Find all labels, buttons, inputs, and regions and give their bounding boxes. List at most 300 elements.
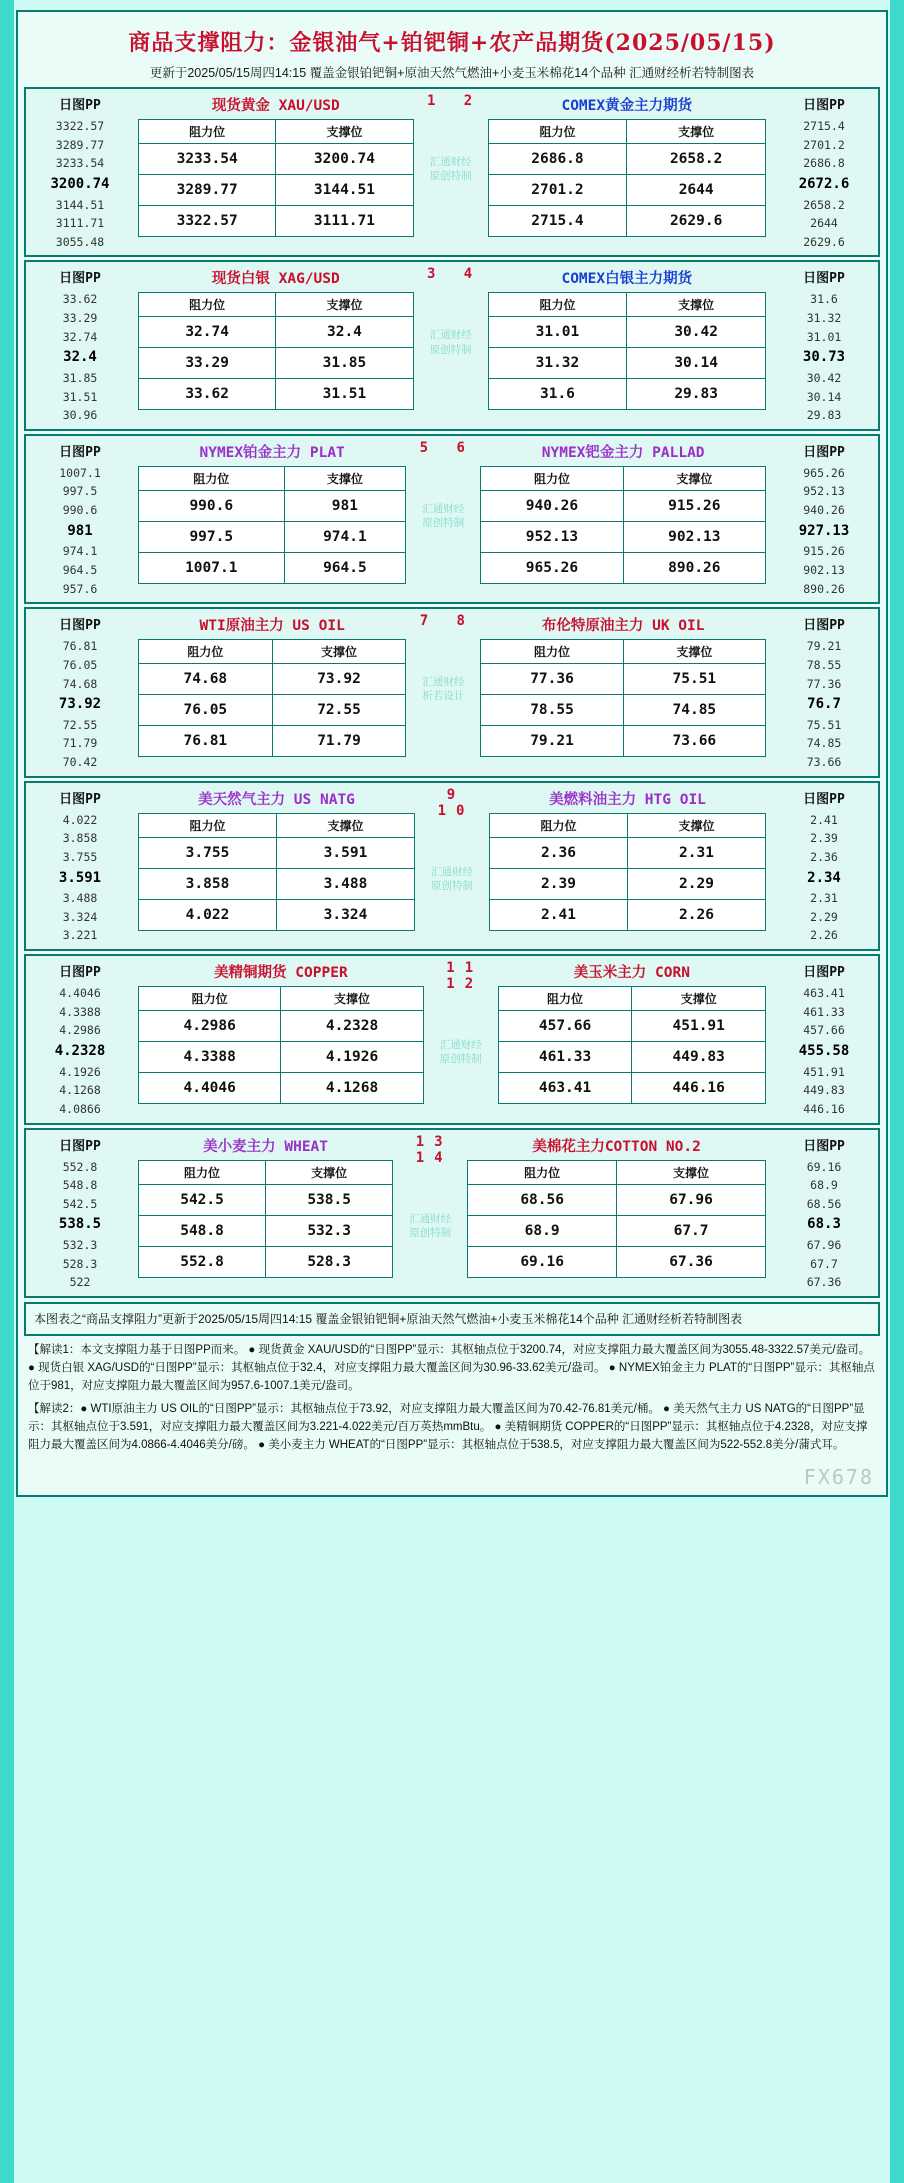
instrument-title: NYMEX钯金主力 PALLAD (541, 444, 705, 461)
level-value: 3055.48 (55, 234, 105, 249)
table-row (498, 1011, 765, 1042)
levels-table (138, 813, 415, 931)
resistance-cell: 3.858 (139, 868, 277, 899)
levels-column (770, 89, 878, 255)
support-cell: 73.92 (272, 664, 406, 695)
support-header: 支撑位 (272, 640, 406, 664)
level-value: 72.55 (62, 717, 98, 732)
level-value: 3.221 (62, 928, 98, 943)
pivot-value: 3.591 (58, 869, 102, 886)
reading-paragraph-1: 【解读1：本文支撑阻力基于日图PP而来。 ● 现货黄金 XAU/USD的“日图PP”显示：其枢轴点位于3200.74，对应支撑阻力最大覆盖区间为3055.48-3322.57美元/盎司。 ● 现货白银 XAG/USD的“日图PP”显示：其枢轴点位于32.4，对应支撑阻力最大覆盖区间为30.96-33.62美元/盎司。 ● NYMEX铂金主力 PLAT的“日图PP”显示：其枢轴点位于981，对应支撑阻力最大覆盖区间为957.6-1007.1美元/盎司。 (28, 1343, 875, 1392)
levels-table (138, 292, 414, 410)
support-cell: 4.1268 (281, 1073, 423, 1104)
resistance-cell: 31.01 (488, 317, 627, 348)
levels-table (488, 292, 766, 410)
support-cell: 29.83 (627, 379, 766, 410)
support-cell: 3200.74 (276, 144, 413, 175)
brand-watermark: 汇通财经 原创特制 (429, 329, 472, 356)
support-header: 支撑位 (281, 987, 423, 1011)
level-value: 76.05 (62, 657, 98, 672)
table-row (481, 726, 766, 757)
level-value: 997.5 (62, 484, 98, 499)
levels-table (138, 119, 414, 237)
pivot-value: 32.4 (63, 349, 97, 366)
instrument-panel (485, 783, 770, 949)
levels-column (770, 262, 878, 428)
resistance-cell: 4.022 (139, 899, 277, 930)
pivot-value: 981 (67, 522, 93, 539)
levels-table (498, 986, 766, 1104)
level-value: 552.8 (62, 1159, 98, 1174)
resistance-header: 阻力位 (498, 987, 632, 1011)
levels-column (770, 436, 878, 602)
resistance-cell: 3233.54 (139, 144, 276, 175)
level-value: 449.83 (803, 1083, 845, 1098)
support-cell: 2.26 (628, 899, 766, 930)
table-row (139, 552, 406, 583)
resistance-cell: 33.62 (139, 379, 276, 410)
support-cell: 4.1926 (281, 1042, 423, 1073)
levels-table (138, 986, 424, 1104)
instrument-title: 布伦特原油主力 UK OIL (541, 618, 705, 635)
block-index-column (418, 262, 484, 428)
level-value: 68.9 (810, 1178, 838, 1193)
support-cell: 902.13 (623, 521, 765, 552)
level-value: 3.755 (62, 849, 98, 864)
level-value: 461.33 (803, 1004, 845, 1019)
table-row (468, 1184, 766, 1215)
instrument-block (24, 1128, 880, 1298)
support-cell: 974.1 (284, 521, 406, 552)
resistance-cell: 2686.8 (488, 144, 627, 175)
block-index-numbers: 9 10 (437, 786, 475, 819)
level-value: 31.32 (806, 311, 842, 326)
instrument-panel (134, 1130, 397, 1296)
table-row (488, 206, 765, 237)
support-header: 支撑位 (623, 466, 765, 490)
pp-label: 日图PP (59, 965, 101, 981)
table-row (139, 348, 414, 379)
level-value: 70.42 (62, 755, 98, 770)
level-value: 451.91 (803, 1064, 845, 1079)
pivot-value: 2672.6 (798, 175, 850, 192)
table-row (498, 1042, 765, 1073)
table-row (139, 899, 415, 930)
instrument-block (24, 954, 880, 1124)
resistance-cell: 2715.4 (488, 206, 627, 237)
level-value: 890.26 (803, 581, 845, 596)
instrument-panel (484, 89, 770, 255)
level-value: 902.13 (803, 563, 845, 578)
resistance-cell: 4.2986 (139, 1011, 281, 1042)
block-index-column (410, 436, 476, 602)
level-value: 4.1268 (59, 1083, 101, 1098)
instrument-panel (484, 262, 770, 428)
support-cell: 2629.6 (627, 206, 766, 237)
level-value: 964.5 (62, 563, 98, 578)
resistance-cell: 952.13 (481, 521, 623, 552)
resistance-cell: 4.3388 (139, 1042, 281, 1073)
table-row (481, 552, 766, 583)
support-header: 支撑位 (627, 120, 766, 144)
level-value: 30.14 (806, 389, 842, 404)
resistance-cell: 77.36 (481, 664, 623, 695)
resistance-header: 阻力位 (490, 813, 628, 837)
level-value: 74.68 (62, 676, 98, 691)
pivot-value: 455.58 (798, 1042, 850, 1059)
level-value: 2.39 (810, 831, 838, 846)
level-value: 3.488 (62, 891, 98, 906)
support-cell: 538.5 (266, 1184, 393, 1215)
resistance-cell: 2.39 (490, 868, 628, 899)
resistance-header: 阻力位 (481, 466, 623, 490)
brand-watermark: 汇通财经 原创特制 (422, 502, 465, 530)
level-value: 3144.51 (55, 197, 105, 212)
pp-label: 日图PP (803, 98, 845, 113)
support-cell: 3144.51 (276, 175, 413, 206)
instrument-title: 美小麦主力 WHEAT (203, 1138, 329, 1155)
resistance-cell: 2.41 (490, 899, 628, 930)
instrument-panel (134, 89, 418, 255)
resistance-cell: 548.8 (139, 1215, 266, 1246)
level-value: 32.74 (62, 329, 98, 344)
level-value: 3.324 (62, 909, 98, 924)
instrument-block (24, 434, 880, 604)
table-row (139, 1184, 393, 1215)
table-row (488, 379, 765, 410)
pivot-value: 68.3 (807, 1216, 841, 1233)
table-row (488, 348, 765, 379)
resistance-cell: 3322.57 (139, 206, 276, 237)
pp-label: 日图PP (59, 271, 101, 287)
level-value: 76.81 (62, 639, 98, 654)
level-value: 528.3 (62, 1256, 98, 1271)
table-row (139, 144, 414, 175)
level-value: 77.36 (806, 676, 842, 691)
table-row (139, 175, 414, 206)
level-value: 31.6 (810, 292, 838, 307)
resistance-cell: 68.56 (468, 1184, 617, 1215)
resistance-header: 阻力位 (139, 640, 273, 664)
support-cell: 449.83 (632, 1042, 766, 1073)
support-cell: 964.5 (284, 552, 406, 583)
resistance-cell: 3.755 (139, 837, 277, 868)
resistance-header: 阻力位 (139, 120, 276, 144)
pp-label: 日图PP (803, 791, 845, 807)
resistance-cell: 68.9 (468, 1215, 617, 1246)
level-value: 542.5 (62, 1196, 98, 1211)
levels-column (770, 956, 878, 1122)
support-header: 支撑位 (276, 293, 413, 317)
instrument-panel (494, 956, 770, 1122)
level-value: 67.7 (810, 1256, 838, 1271)
level-value: 990.6 (62, 503, 98, 518)
footer-note: 本图表之“商品支撑阻力”更新于2025/05/15周四14:15 覆盖金银铂钯铜+原油天然气燃油+小麦玉米棉花14个品种 汇通财经析若特制图表 (24, 1302, 880, 1336)
level-value: 3233.54 (55, 156, 105, 171)
table-row (488, 144, 765, 175)
pivot-value: 4.2328 (54, 1042, 106, 1059)
instrument-title: COMEX白银主力期货 (561, 271, 693, 288)
level-value: 30.42 (806, 370, 842, 385)
support-cell: 74.85 (623, 695, 765, 726)
instrument-panel (134, 262, 418, 428)
support-cell: 890.26 (623, 552, 765, 583)
reading-section (24, 1336, 880, 1463)
resistance-cell: 2701.2 (488, 175, 627, 206)
level-value: 2629.6 (803, 234, 845, 249)
resistance-cell: 79.21 (481, 726, 623, 757)
table-row (498, 1073, 765, 1104)
level-value: 3289.77 (55, 137, 105, 152)
resistance-cell: 990.6 (139, 490, 285, 521)
table-row (490, 837, 766, 868)
pp-label: 日图PP (59, 1138, 101, 1154)
pivot-value: 30.73 (802, 349, 846, 366)
level-value: 69.16 (806, 1159, 842, 1174)
table-row (139, 726, 406, 757)
resistance-cell: 965.26 (481, 552, 623, 583)
instrument-title: 美精铜期货 COPPER (214, 965, 348, 982)
level-value: 2644 (810, 216, 838, 231)
pivot-value: 73.92 (58, 696, 102, 713)
table-row (139, 317, 414, 348)
support-header: 支撑位 (277, 813, 415, 837)
resistance-header: 阻力位 (139, 987, 281, 1011)
levels-column (26, 89, 134, 255)
level-value: 33.62 (62, 292, 98, 307)
support-cell: 3.591 (277, 837, 415, 868)
instrument-title: 美棉花主力COTTON NO.2 (532, 1138, 701, 1155)
instrument-panel (134, 783, 419, 949)
resistance-header: 阻力位 (139, 813, 277, 837)
levels-table (138, 639, 406, 757)
instrument-panel (476, 609, 770, 775)
table-row (139, 206, 414, 237)
levels-table (138, 1160, 393, 1278)
report-card (16, 10, 888, 1497)
resistance-header: 阻力位 (481, 640, 623, 664)
table-row (488, 317, 765, 348)
level-value: 2658.2 (803, 197, 845, 212)
level-value: 3111.71 (55, 216, 105, 231)
level-value: 67.96 (806, 1238, 842, 1253)
instrument-panel (134, 436, 410, 602)
support-cell: 32.4 (276, 317, 413, 348)
support-header: 支撑位 (276, 120, 413, 144)
resistance-cell: 32.74 (139, 317, 276, 348)
resistance-cell: 463.41 (498, 1073, 632, 1104)
pp-label: 日图PP (59, 791, 101, 807)
levels-column (26, 436, 134, 602)
table-row (481, 490, 766, 521)
support-cell: 446.16 (632, 1073, 766, 1104)
support-cell: 31.85 (276, 348, 413, 379)
block-index-column (397, 1130, 463, 1296)
level-value: 2.26 (810, 928, 838, 943)
block-index-numbers: 5 6 (419, 439, 475, 456)
support-cell: 75.51 (623, 664, 765, 695)
level-value: 75.51 (806, 717, 842, 732)
block-index-numbers: 7 8 (419, 613, 475, 630)
pp-label: 日图PP (59, 444, 101, 460)
instrument-block (24, 87, 880, 257)
instrument-title: COMEX黄金主力期货 (561, 98, 693, 114)
levels-table (489, 813, 766, 931)
brand-watermark: 汇通财经 原创特制 (429, 156, 472, 183)
block-index-column (410, 609, 476, 775)
level-value: 3.858 (62, 831, 98, 846)
level-value: 4.3388 (59, 1004, 101, 1019)
instrument-panel (134, 609, 410, 775)
resistance-cell: 69.16 (468, 1246, 617, 1277)
level-value: 4.2986 (59, 1023, 101, 1038)
fx678-watermark: FX678 (803, 1464, 874, 1489)
resistance-cell: 31.32 (488, 348, 627, 379)
support-cell: 451.91 (632, 1011, 766, 1042)
level-value: 31.85 (62, 370, 98, 385)
resistance-header: 阻力位 (139, 1160, 266, 1184)
level-value: 2686.8 (803, 156, 845, 171)
block-index-column (418, 89, 484, 255)
resistance-header: 阻力位 (488, 120, 627, 144)
pivot-value: 3200.74 (50, 175, 110, 192)
instrument-panel (134, 956, 428, 1122)
pp-label: 日图PP (59, 618, 101, 634)
table-row (139, 1246, 393, 1277)
support-cell: 4.2328 (281, 1011, 423, 1042)
resistance-cell: 461.33 (498, 1042, 632, 1073)
table-row (139, 1073, 424, 1104)
resistance-cell: 457.66 (498, 1011, 632, 1042)
support-cell: 72.55 (272, 695, 406, 726)
table-row (481, 695, 766, 726)
table-row (468, 1215, 766, 1246)
brand-watermark: 汇通财经 原创特制 (409, 1212, 452, 1239)
table-row (139, 521, 406, 552)
level-value: 2.29 (810, 909, 838, 924)
resistance-cell: 542.5 (139, 1184, 266, 1215)
pp-label: 日图PP (803, 271, 845, 287)
instrument-title: 美燃料油主力 HTG OIL (549, 791, 706, 808)
block-index-numbers: 13 14 (415, 1133, 453, 1166)
levels-column (770, 1130, 878, 1296)
resistance-cell: 3289.77 (139, 175, 276, 206)
block-index-numbers: 3 4 (426, 266, 483, 283)
table-row (139, 1215, 393, 1246)
pp-label: 日图PP (803, 444, 845, 460)
level-value: 940.26 (803, 503, 845, 518)
instrument-block (24, 260, 880, 430)
support-cell: 73.66 (623, 726, 765, 757)
support-cell: 2.29 (628, 868, 766, 899)
support-header: 支撑位 (284, 466, 406, 490)
pp-label: 日图PP (803, 965, 845, 981)
instrument-title: 现货黄金 XAU/USD (211, 98, 340, 114)
support-cell: 67.7 (617, 1215, 766, 1246)
level-value: 2.41 (810, 812, 838, 827)
resistance-cell: 76.81 (139, 726, 273, 757)
level-value: 2.36 (810, 849, 838, 864)
levels-column (770, 609, 878, 775)
resistance-cell: 74.68 (139, 664, 273, 695)
pivot-value: 538.5 (58, 1216, 102, 1233)
table-row (139, 837, 415, 868)
levels-column (26, 783, 134, 949)
page-subtitle: 更新于2025/05/15周四14:15 覆盖金银铂钯铜+原油天然气燃油+小麦玉米棉花14个品种 汇通财经析若特制图表 (149, 66, 755, 80)
instrument-title: WTI原油主力 US OIL (199, 618, 345, 635)
support-cell: 915.26 (623, 490, 765, 521)
resistance-header: 阻力位 (488, 293, 627, 317)
pivot-value: 927.13 (798, 522, 850, 539)
table-row (490, 868, 766, 899)
table-row (488, 175, 765, 206)
levels-table (480, 466, 766, 584)
instrument-panel (476, 436, 770, 602)
levels-table (480, 639, 766, 757)
resistance-cell: 31.6 (488, 379, 627, 410)
levels-table (138, 466, 406, 584)
resistance-cell: 33.29 (139, 348, 276, 379)
resistance-cell: 4.4046 (139, 1073, 281, 1104)
level-value: 4.1926 (59, 1064, 101, 1079)
support-cell: 30.42 (627, 317, 766, 348)
level-value: 1007.1 (59, 465, 101, 480)
resistance-cell: 1007.1 (139, 552, 285, 583)
support-header: 支撑位 (632, 987, 766, 1011)
level-value: 4.022 (62, 812, 98, 827)
level-value: 4.0866 (59, 1101, 101, 1116)
level-value: 2701.2 (803, 137, 845, 152)
support-cell: 31.51 (276, 379, 413, 410)
instrument-panel (463, 1130, 770, 1296)
pivot-value: 76.7 (807, 696, 841, 713)
support-cell: 3.324 (277, 899, 415, 930)
level-value: 2.31 (810, 891, 838, 906)
level-value: 31.01 (806, 329, 842, 344)
levels-column (26, 956, 134, 1122)
level-value: 915.26 (803, 544, 845, 559)
level-value: 29.83 (806, 408, 842, 423)
brand-watermark: 汇通财经 析若设计 (422, 676, 465, 703)
table-row (139, 868, 415, 899)
level-value: 74.85 (806, 736, 842, 751)
level-value: 2715.4 (803, 119, 845, 133)
levels-column (26, 1130, 134, 1296)
brand-watermark: 汇通财经 原创特制 (439, 1039, 482, 1066)
support-cell: 2644 (627, 175, 766, 206)
level-value: 952.13 (803, 484, 845, 499)
pp-label: 日图PP (803, 618, 845, 634)
reading-paragraph-2: 【解读2：● WTI原油主力 US OIL的“日图PP”显示：其枢轴点位于73.92，对应支撑阻力最大覆盖区间为70.42-76.81美元/桶。 ● 美天然气主力 US NATG的“日图PP”显示：其枢轴点位于3.591，对应支撑阻力最大覆盖区间为3.221-4.022美元/百万英热mmBtu。 ● 美精铜期货 COPPER的“日图PP”显示：其枢轴点位于4.2328，对应支撑阻力最大覆盖区间为4.0866-4.4046美分/磅。 ● 美小麦主力 WHEAT的“日图PP”显示：其枢轴点位于538.5，对应支撑阻力最大覆盖区间为522-552.8美分/蒲式耳。 (28, 1403, 868, 1452)
levels-table (488, 119, 766, 237)
support-cell: 3111.71 (276, 206, 413, 237)
level-value: 463.41 (803, 986, 845, 1001)
resistance-header: 阻力位 (139, 293, 276, 317)
pivot-value: 2.34 (807, 869, 841, 886)
level-value: 974.1 (62, 544, 98, 559)
level-value: 78.55 (806, 657, 842, 672)
brand-watermark: 汇通财经 原创特制 (431, 865, 473, 892)
table-row (481, 664, 766, 695)
level-value: 33.29 (62, 311, 98, 326)
support-cell: 2658.2 (627, 144, 766, 175)
resistance-cell: 2.36 (490, 837, 628, 868)
instrument-block (24, 781, 880, 951)
resistance-cell: 76.05 (139, 695, 273, 726)
instrument-title: NYMEX铂金主力 PLAT (199, 444, 345, 461)
resistance-cell: 552.8 (139, 1246, 266, 1277)
levels-column (26, 262, 134, 428)
